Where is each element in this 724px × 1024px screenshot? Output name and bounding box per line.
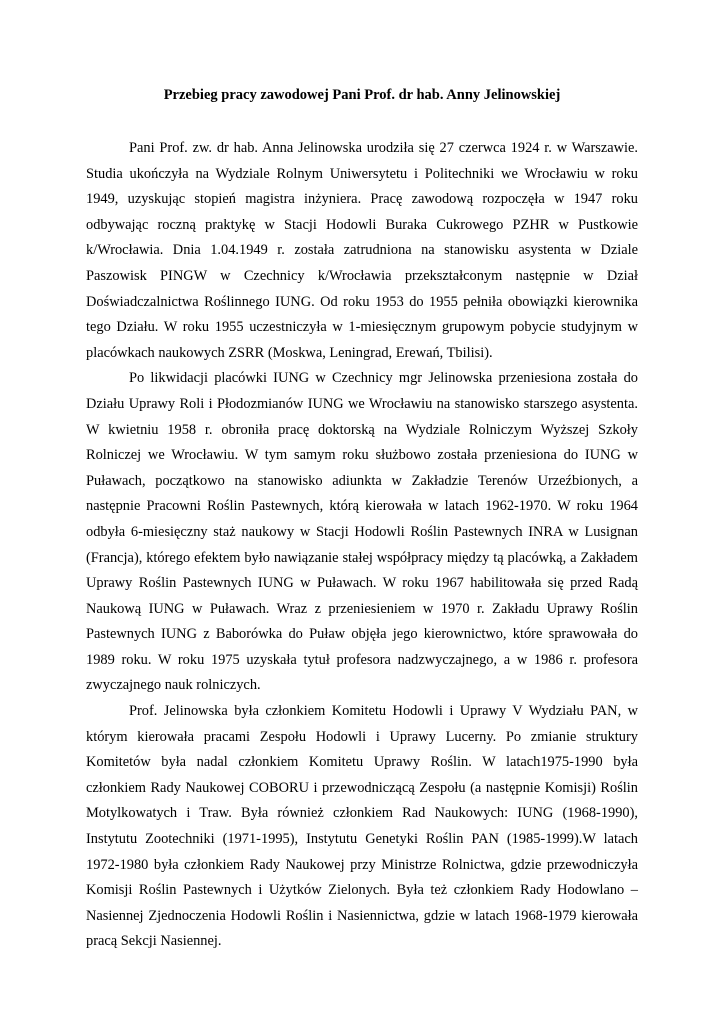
document-title: Przebieg pracy zawodowej Pani Prof. dr hab. Anny Jelinowskiej xyxy=(163,87,561,103)
paragraph-committees: Prof. Jelinowska była członkiem Komitetu Hodowli i Uprawy V Wydziału PAN, w którym kierowała pracami Zespołu Hodowli i Uprawy Lucerny. Po zmianie struktury Komitetów była nadal członkiem Komitetu Uprawy Roślin. W latach1975-1990 była członkiem Rady Naukowej COBORU i przewodniczącą Zespołu (a następnie Komisji) Roślin Motylkowatych i Traw. Była również członkiem Rad Naukowych: IUNG (1968-1990), Instytutu Zootechniki (1971-1995), Instytutu Genetyki Roślin PAN (1985-1999).W latach 1972-1980 była członkiem Rady Naukowej przy Ministrze Rolnictwa, gdzie przewodniczyła Komisji Roślin Pastewnych i Użytków Zielonych. Była też członkiem Rady Hodowlano – Nasiennej Zjednoczenia Hodowli Roślin i Nasiennictwa, gdzie w latach 1968-1979 kierowała pracą Sekcji Nasiennej. xyxy=(86,703,638,950)
document-body xyxy=(86,136,638,955)
paragraph-pulawy-career: Po likwidacji placówki IUNG w Czechnicy mgr Jelinowska przeniesiona została do Działu Uprawy Roli i Płodozmianów IUNG we Wrocławiu na stanowisko starszego asystenta. W kwietniu 1958 r. obroniła pracę doktorską na Wydziale Rolniczym Wyższej Szkoły Rolniczej we Wrocławiu. W tym samym roku służbowo została przeniesiona do IUNG w Puławach, początkowo na stanowisko adiunkta w Zakładzie Terenów Urzeźbionych, a następnie Pracowni Roślin Pastewnych, którą kierowała w latach 1962-1970. W roku 1964 odbyła 6-miesięczny staż naukowy w Stacji Hodowli Roślin Pastewnych INRA w Lusignan (Francja), którego efektem było nawiązanie stałej współpracy między tą placówką, a Zakładem Uprawy Roślin Pastewnych IUNG w Puławach. W roku 1967 habilitowała się przed Radą Naukową IUNG w Puławach. Wraz z przeniesieniem w 1970 r. Zakładu Uprawy Roślin Pastewnych IUNG z Baborówka do Puław objęła jego kierownictwo, które sprawowała do 1989 roku. W roku 1975 uzyskała tytuł profesora nadzwyczajnego, a w 1986 r. profesora zwyczajnego nauk rolniczych. xyxy=(86,370,638,694)
paragraph-early-career: Pani Prof. zw. dr hab. Anna Jelinowska urodziła się 27 czerwca 1924 r. w Warszawie. Studia ukończyła na Wydziale Rolnym Uniwersytetu i Politechniki we Wrocławiu w roku 1949, uzyskując stopień magistra inżyniera. Pracę zawodową rozpoczęła w 1947 roku odbywając roczną praktykę w Stacji Hodowli Buraka Cukrowego PZHR w Pustkowie k/Wrocławia. Dnia 1.04.1949 r. została zatrudniona na stanowisku asystenta w Dziale Paszowisk PINGW w Czechnicy k/Wrocławia przekształconym następnie w Dział Doświadczalnictwa Roślinnego IUNG. Od roku 1953 do 1955 pełniła obowiązki kierownika tego Działu. W roku 1955 uczestniczyła w 1-miesięcznym grupowym pobycie studyjnym w placówkach naukowych ZSRR (Moskwa, Leningrad, Erewań, Tbilisi). xyxy=(86,140,638,361)
